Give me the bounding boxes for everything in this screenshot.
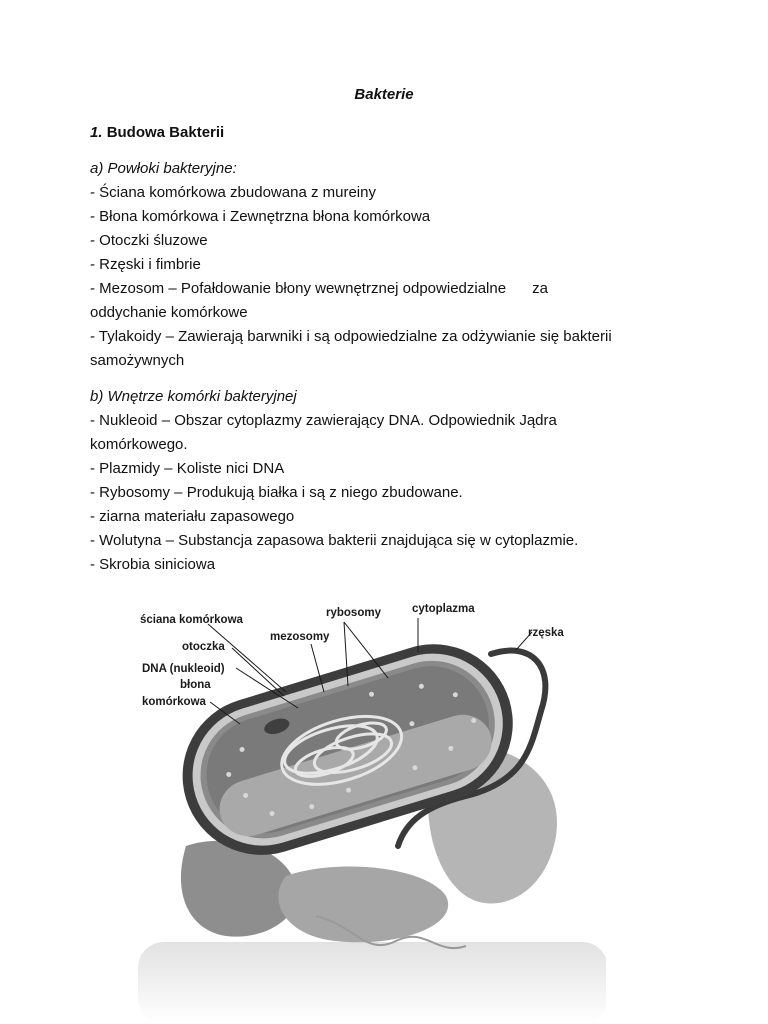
list-item: - Błona komórkowa i Zewnętrzna błona komórkowa — [90, 208, 431, 225]
label-capsule: otoczka — [182, 641, 225, 653]
list-item: - Plazmidy – Koliste nici DNA — [90, 460, 285, 477]
list-item-tylakoidy: - Tylakoidy – Zawierają barwniki i są odpowiedzialne za odżywianie się bakterii samożywnych — [90, 328, 612, 369]
label-ribosomes: rybosomy — [326, 607, 381, 619]
list-item: - Skrobia siniciowa — [90, 556, 216, 573]
list-item: - ziarna materiału zapasowego — [90, 508, 295, 525]
list-item: - Rzęski i fimbrie — [90, 256, 201, 273]
document-title: Bakterie — [354, 86, 414, 103]
part-b-heading: b) Wnętrze komórki bakteryjnej — [90, 388, 297, 405]
section-title: Budowa Bakterii — [106, 124, 225, 141]
label-mesosomes: mezosomy — [270, 631, 330, 643]
label-cell-wall: ściana komórkowa — [140, 614, 243, 626]
list-item: - Rybosomy – Produkują białka i są z niego zbudowane. — [90, 484, 463, 501]
mezosom-tail: za — [532, 280, 548, 297]
bacteria-diagram — [136, 596, 606, 1024]
reflection-shape — [138, 942, 606, 1024]
label-dna: DNA (nukleoid) — [142, 663, 225, 675]
section-a — [90, 157, 690, 373]
background-bacterium — [278, 866, 448, 942]
label-membrane-1: błona — [180, 679, 211, 691]
section-heading — [90, 121, 690, 145]
list-item: - Otoczki śluzowe — [90, 232, 208, 249]
mezosom-continuation: oddychanie komórkowe — [90, 304, 248, 321]
bacteria-diagram-svg — [136, 596, 606, 1024]
list-item: - Ściana komórkowa zbudowana z mureiny — [90, 184, 376, 201]
list-item-mezosom — [90, 277, 690, 301]
part-a-heading: a) Powłoki bakteryjne: — [90, 160, 237, 177]
list-item: - Wolutyna – Substancja zapasowa bakterii znajdująca się w cytoplazmie. — [90, 532, 579, 549]
mezosom-text: - Mezosom – Pofałdowanie błony wewnętrznej odpowiedzialne — [90, 280, 507, 297]
section-b — [90, 385, 690, 577]
section-number: 1. — [90, 124, 103, 141]
list-item: - Nukleoid – Obszar cytoplazmy zawierający DNA. Odpowiednik Jądra komórkowego. — [90, 412, 557, 453]
label-membrane-2: komórkowa — [142, 696, 206, 708]
label-cytoplasm: cytoplazma — [412, 603, 475, 615]
label-flagellum: rzęska — [528, 627, 564, 639]
